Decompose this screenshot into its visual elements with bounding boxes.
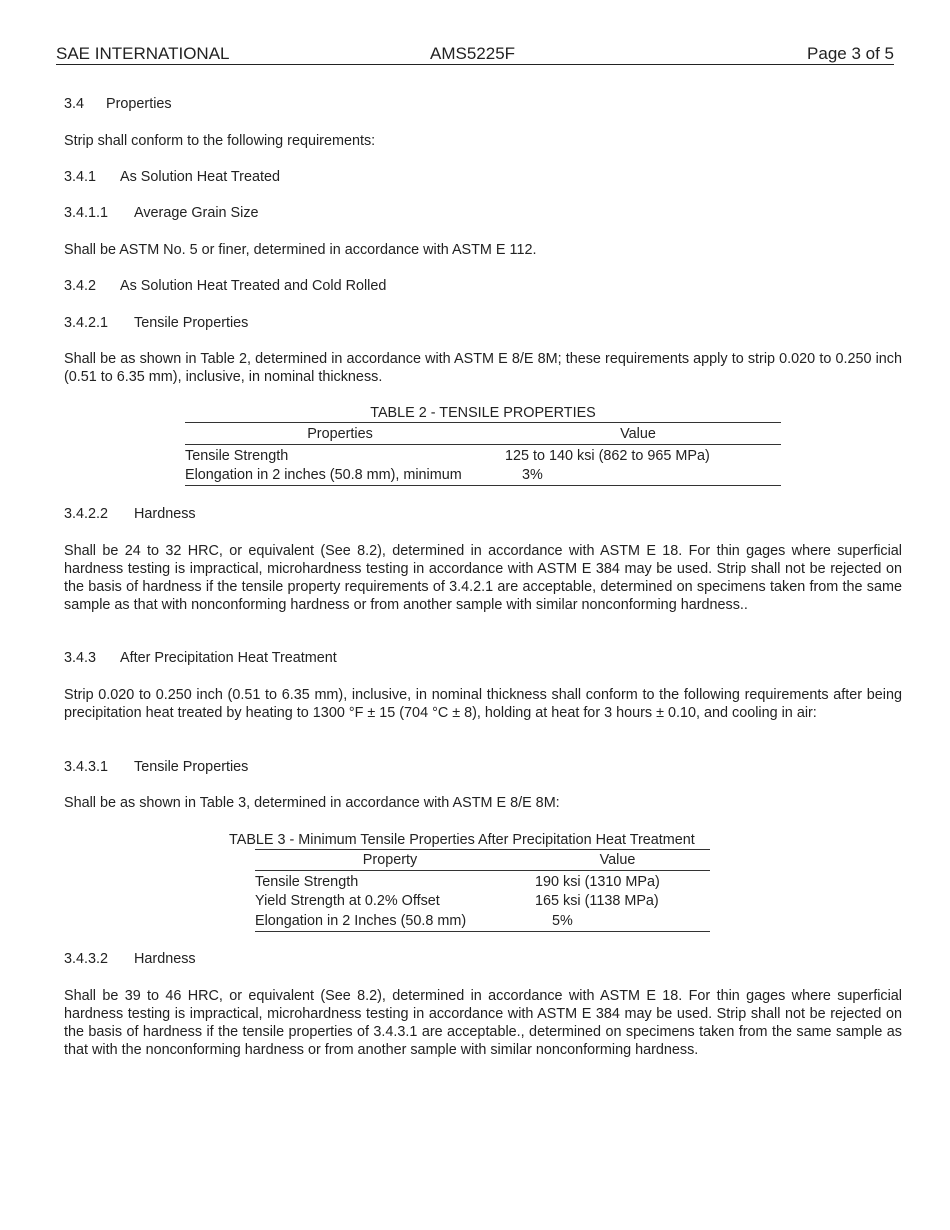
tensile-table2-paragraph: Shall be as shown in Table 2, determined in accordance with ASTM E 8/E 8M; these requirements apply to strip 0.020 to 0.250 inch (0.51 to 6.35 mm), inclusive, in nominal thickness. — [64, 351, 902, 385]
header-page-number: Page 3 of 5 — [807, 44, 894, 63]
table-cell-value: 165 ksi (1138 MPa) — [535, 893, 659, 909]
section-3-4-3-2-heading — [64, 950, 196, 968]
section-number: 3.4.3 — [64, 650, 97, 666]
table-rule — [185, 444, 781, 445]
table-cell-property: Tensile Strength — [185, 448, 289, 464]
grain-size-paragraph: Shall be ASTM No. 5 or finer, determined in accordance with ASTM E 112. — [64, 242, 537, 258]
section-title: Tensile Properties — [134, 315, 249, 331]
hardness-3-paragraph: Shall be 39 to 46 HRC, or equivalent (See 8.2), determined in accordance with ASTM E 18. For thin gages where superficial hardness testing is impractical, microhardness testing in accordance with ASTM E 384 may be used. Strip shall not be rejected on the basis of hardness if the tensile properties of 3.4.3.1 are acceptable., determined on specimens taken from the same sample as that with the nonconforming hardness or from another sample with similar nonconforming hardness. — [64, 988, 902, 1058]
intro-paragraph: Strip shall conform to the following requirements: — [64, 133, 376, 149]
table-cell-property: Elongation in 2 Inches (50.8 mm) — [255, 913, 467, 929]
table-rule — [255, 870, 710, 871]
table-header-value: Value — [599, 852, 636, 868]
table-cell-property: Elongation in 2 inches (50.8 mm), minimum — [185, 467, 462, 483]
table-cell-property: Tensile Strength — [255, 874, 359, 890]
section-number: 3.4.1 — [64, 169, 97, 185]
section-3-4-2-2-heading — [64, 505, 196, 523]
table-cell-value: 125 to 140 ksi (862 to 965 MPa) — [505, 448, 710, 464]
precipitation-paragraph: Strip 0.020 to 0.250 inch (0.51 to 6.35 mm), inclusive, in nominal thickness shall conform to the following requirements after being precipitation heat treated by heating to 1300 °F ± 15 (704 °C ± 8), holding at heat for 3 hours ± 0.10, and cooling in air: — [64, 687, 902, 721]
table-header-value: Value — [620, 426, 656, 442]
table-3-caption: TABLE 3 - Minimum Tensile Properties After Precipitation Heat Treatment — [229, 832, 695, 848]
section-3-4-heading — [64, 95, 172, 113]
section-3-4-1-1-heading — [64, 204, 259, 222]
table-2-caption: TABLE 2 - TENSILE PROPERTIES — [370, 405, 596, 421]
section-number: 3.4.2.1 — [64, 315, 109, 331]
header-org: SAE INTERNATIONAL — [56, 44, 230, 63]
section-title: Properties — [106, 96, 172, 112]
page-header — [56, 44, 894, 65]
section-title: As Solution Heat Treated and Cold Rolled — [120, 278, 387, 294]
section-3-4-3-1-heading — [64, 758, 248, 776]
table-rule — [185, 422, 781, 423]
table-header-property: Property — [362, 852, 418, 868]
tensile-table3-paragraph: Shall be as shown in Table 3, determined in accordance with ASTM E 8/E 8M: — [64, 795, 560, 811]
section-title: Tensile Properties — [134, 759, 249, 775]
table-cell-value: 190 ksi (1310 MPa) — [535, 874, 660, 890]
section-title: Average Grain Size — [134, 205, 259, 221]
table-cell-value: 5% — [552, 913, 573, 929]
section-3-4-2-1-heading — [64, 314, 248, 332]
section-number: 3.4.3.2 — [64, 951, 109, 967]
section-title: Hardness — [134, 951, 196, 967]
hardness-2-paragraph: Shall be 24 to 32 HRC, or equivalent (See 8.2), determined in accordance with ASTM E 18. For thin gages where superficial hardness testing is impractical, microhardness testing in accordance with ASTM E 384 may be used. Strip shall not be rejected on the basis of hardness if the tensile property requirements of 3.4.2.1 are acceptable, determined on specimens taken from the same sample as that with nonconforming hardness or from another sample with similar nonconforming hardness.. — [64, 543, 902, 613]
table-header-property: Properties — [307, 426, 373, 442]
table-rule — [255, 931, 710, 932]
section-number: 3.4 — [64, 96, 85, 112]
header-doc-number: AMS5225F — [430, 44, 516, 63]
section-3-4-1-heading — [64, 168, 280, 186]
section-number: 3.4.3.1 — [64, 759, 109, 775]
section-title: As Solution Heat Treated — [120, 169, 280, 185]
section-3-4-3-heading — [64, 649, 337, 667]
section-title: After Precipitation Heat Treatment — [120, 650, 337, 666]
table-rule — [185, 485, 781, 486]
table-cell-property: Yield Strength at 0.2% Offset — [255, 893, 440, 909]
section-3-4-2-heading — [64, 277, 386, 295]
table-rule — [255, 849, 710, 850]
section-number: 3.4.1.1 — [64, 205, 109, 221]
section-number: 3.4.2 — [64, 278, 97, 294]
table-cell-value: 3% — [522, 467, 543, 483]
section-title: Hardness — [134, 506, 196, 522]
section-number: 3.4.2.2 — [64, 506, 109, 522]
